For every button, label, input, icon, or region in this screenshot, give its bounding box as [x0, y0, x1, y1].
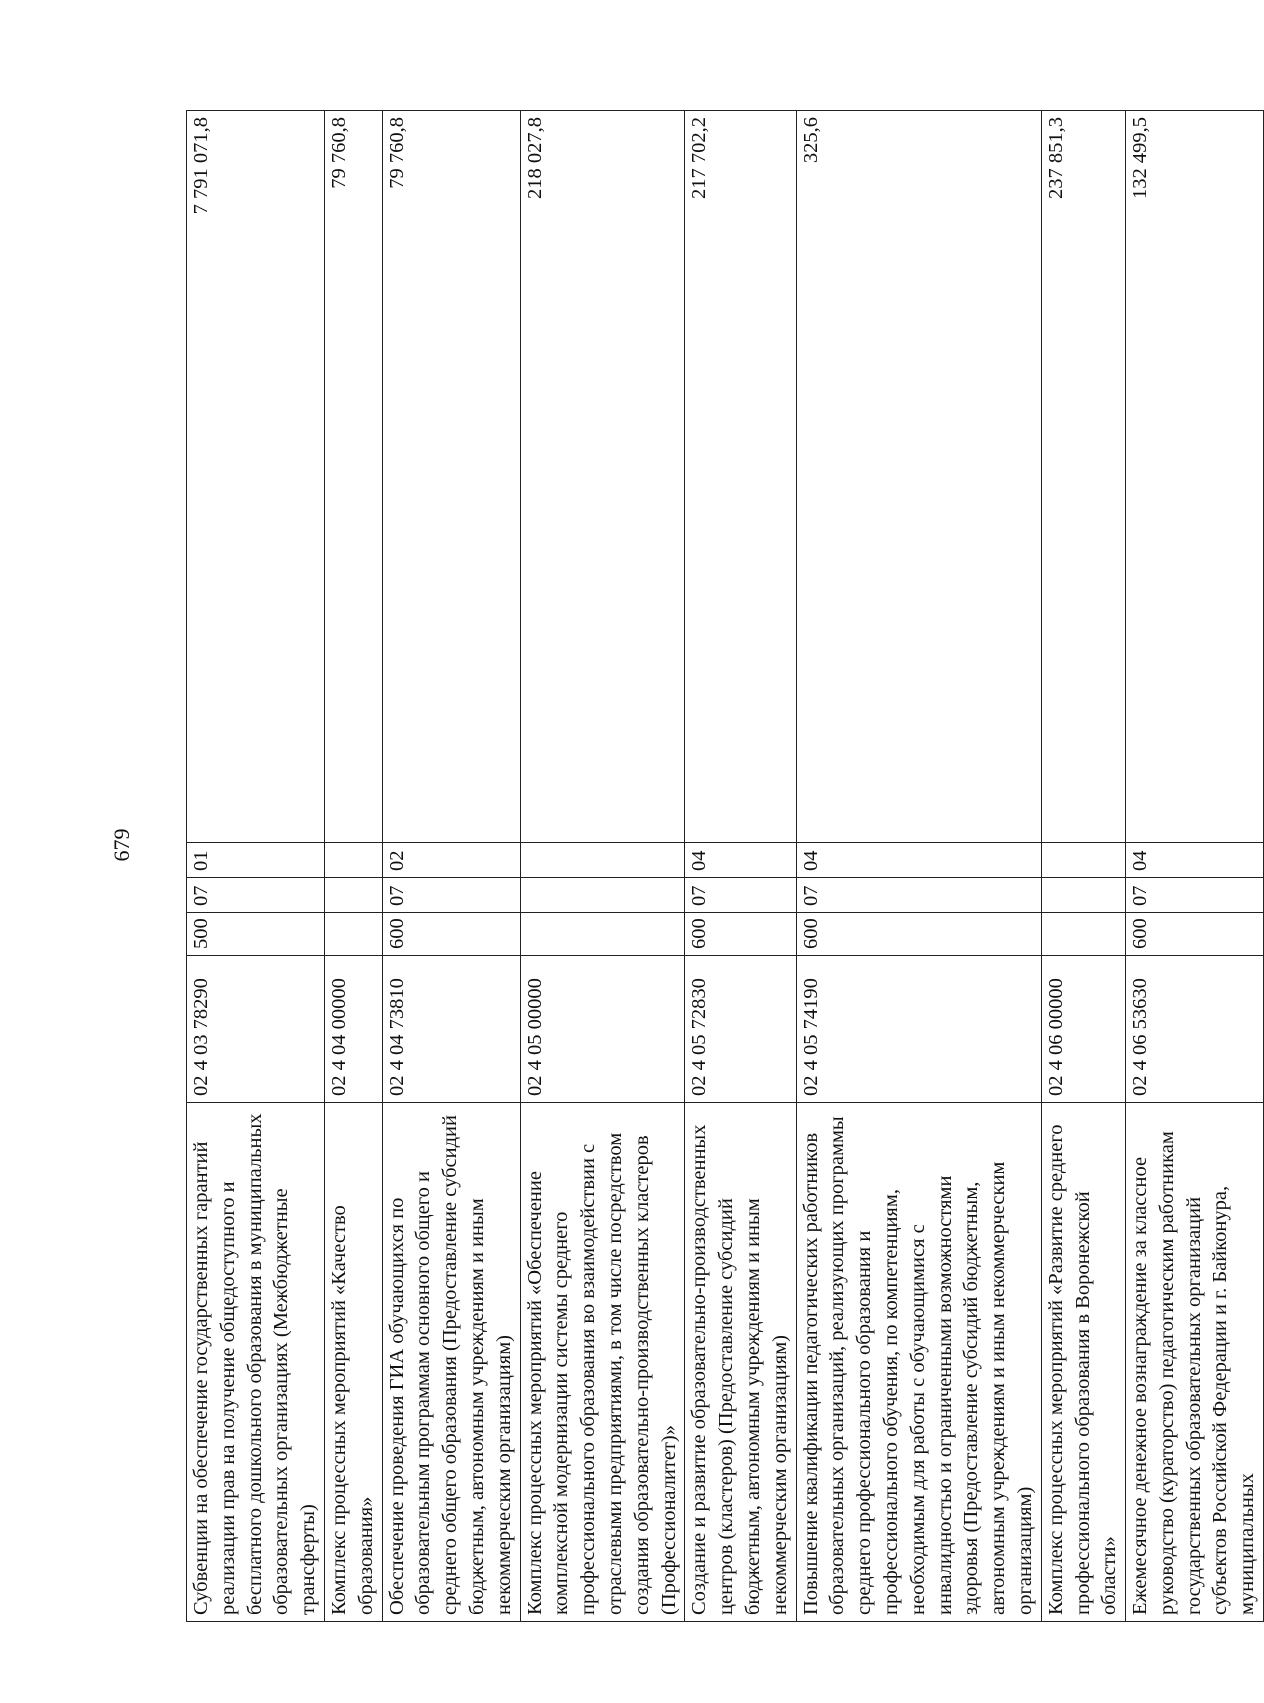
row-rz	[324, 878, 382, 913]
row-pr	[324, 843, 382, 878]
row-vr	[520, 913, 685, 956]
row-code: 02 4 03 78290	[187, 956, 325, 1103]
row-name: Повышение квалификации педагогических работников образовательных организаций, реализующих программы среднего профессионального образования и профессионального обучения, по компетенциям, необходимым для работы с обучающимися с инвалидностью и ограниченными возможностями здоровья (Предоставление субсидий бюджетным, автономным учреждениям и иным некоммерческим организациям)	[796, 1103, 1041, 1622]
row-name: Субвенции на обеспечение государственных гарантий реализации прав на получение общедоступного и бесплатного дошкольного образования в муниципальных образовательных организациях (Межбюджетные трансферты)	[187, 1103, 325, 1622]
row-sum: 325,6	[796, 111, 1041, 843]
row-rz: 07	[382, 878, 520, 913]
row-rz: 07	[1126, 878, 1264, 913]
row-sum: 79 760,8	[382, 111, 520, 843]
row-code: 02 4 06 53630	[1126, 956, 1264, 1103]
table-row	[1126, 111, 1264, 1622]
row-vr: 600	[382, 913, 520, 956]
row-pr	[520, 843, 685, 878]
row-pr	[1041, 843, 1125, 878]
row-vr: 600	[1126, 913, 1264, 956]
row-sum: 217 702,2	[685, 111, 796, 843]
table-row	[796, 111, 1041, 1622]
row-code: 02 4 05 74190	[796, 956, 1041, 1103]
row-pr: 04	[685, 843, 796, 878]
row-vr	[1041, 913, 1125, 956]
row-code: 02 4 05 72830	[685, 956, 796, 1103]
row-name: Комплекс процессных мероприятий «Развитие среднего профессионального образования в Воронежской области»	[1041, 1103, 1125, 1622]
row-pr: 04	[1126, 843, 1264, 878]
row-code: 02 4 04 73810	[382, 956, 520, 1103]
table-row	[520, 111, 685, 1622]
row-rz	[1041, 878, 1125, 913]
row-pr: 04	[796, 843, 1041, 878]
budget-table	[186, 110, 1264, 1622]
page-number: 679	[109, 828, 134, 862]
row-sum: 237 851,3	[1041, 111, 1125, 843]
row-code: 02 4 05 00000	[520, 956, 685, 1103]
row-vr: 600	[685, 913, 796, 956]
table-row	[382, 111, 520, 1622]
row-rz: 07	[796, 878, 1041, 913]
row-rz: 07	[685, 878, 796, 913]
row-name: Комплекс процессных мероприятий «Качество образования»	[324, 1103, 382, 1622]
row-vr: 500	[187, 913, 325, 956]
row-sum: 218 027,8	[520, 111, 685, 843]
row-name: Создание и развитие образовательно-производственных центров (кластеров) (Предоставление субсидий бюджетным, автономным учреждениям и иным некоммерческим организациям)	[685, 1103, 796, 1622]
row-vr	[324, 913, 382, 956]
row-vr: 600	[796, 913, 1041, 956]
table-row	[1041, 111, 1125, 1622]
rotated-table-container	[186, 110, 1259, 1622]
row-pr: 01	[187, 843, 325, 878]
row-rz: 07	[187, 878, 325, 913]
row-name: Обеспечение проведения ГИА обучающихся по образовательным программам основного общего и среднего общего образования (Предоставление субсидий бюджетным, автономным учреждениям и иным некоммерческим организациям)	[382, 1103, 520, 1622]
row-sum: 7 791 071,8	[187, 111, 325, 843]
table-row	[685, 111, 796, 1622]
row-sum: 132 499,5	[1126, 111, 1264, 843]
table-row	[187, 111, 325, 1622]
row-code: 02 4 06 00000	[1041, 956, 1125, 1103]
row-name: Комплекс процессных мероприятий «Обеспечение комплексной модернизации системы среднего профессионального образования во взаимодействии с отраслевыми предприятиями, в том числе посредством создания образовательно-производственных кластеров (Профессионалитет)»	[520, 1103, 685, 1622]
row-code: 02 4 04 00000	[324, 956, 382, 1103]
row-rz	[520, 878, 685, 913]
row-name: Ежемесячное денежное вознаграждение за классное руководство (кураторство) педагогическим работникам государственных образовательных организаций субъектов Российской Федерации и г. Байконура, муниципальных	[1126, 1103, 1264, 1622]
row-pr: 02	[382, 843, 520, 878]
row-sum: 79 760,8	[324, 111, 382, 843]
table-row	[324, 111, 382, 1622]
